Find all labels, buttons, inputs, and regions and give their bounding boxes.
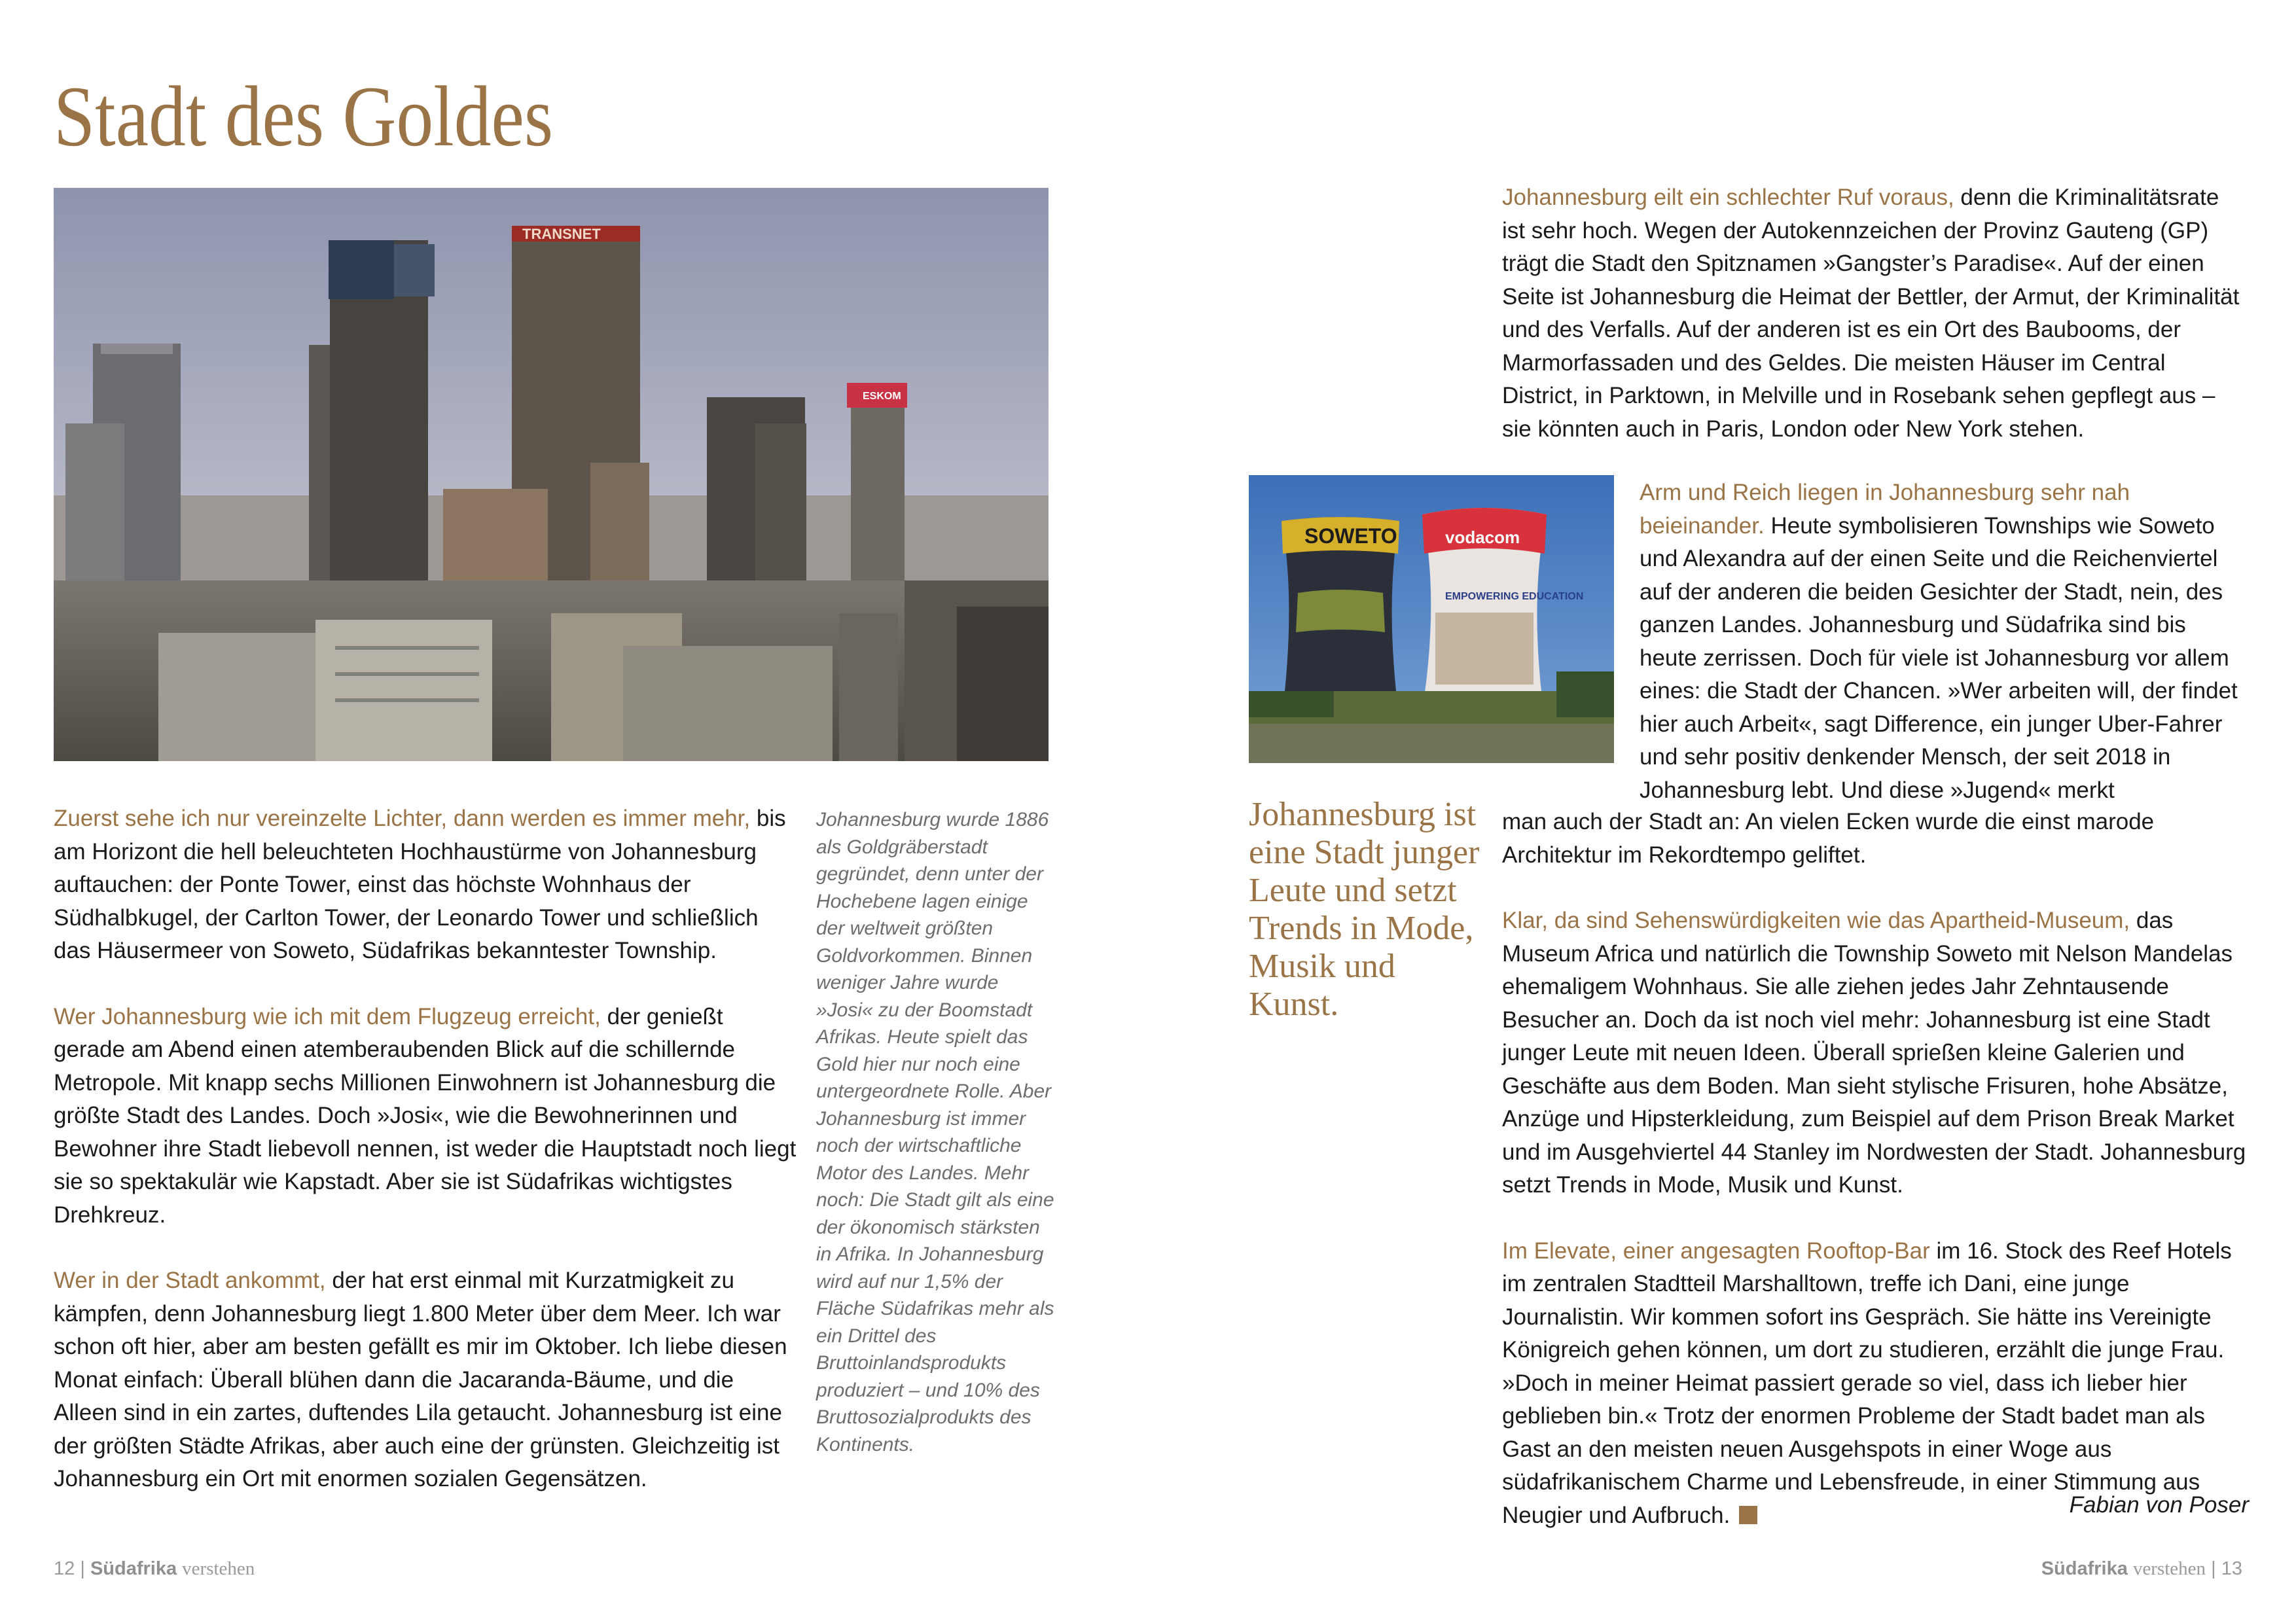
footer-section: verstehen: [2132, 1558, 2206, 1579]
paragraph-lead: Zuerst sehe ich nur vereinzelte Lichter, dann werden es immer mehr,: [54, 806, 751, 831]
right-article-column: [1502, 806, 2248, 1532]
paragraph-text: der genießt gerade am Abend einen atemberaubenden Blick auf die schillernde Metropole. Mit knapp sechs Millionen Einwohnern ist Johannesburg die größte Stadt des Landes. Doch »Josi«, wie die Bewohnerinnen und Bewohner ihre Stadt liebevoll nennen, ist weder die Hauptstadt noch liegt sie so spektakulär wie Kapstadt. Aber sie ist Südafrikas wichtigstes Drehkreuz.: [54, 1003, 797, 1228]
footer-right: [2041, 1558, 2242, 1580]
footer-left: [54, 1558, 255, 1580]
paragraph-lead: Arm und Reich liegen in Johannesburg sehr nah beieinander.: [1640, 480, 2130, 539]
page-number-right: 13: [2221, 1558, 2242, 1579]
footer-separator: |: [80, 1558, 85, 1579]
paragraph-text: der hat erst einmal mit Kurzatmigkeit zu kämpfen, denn Johannesburg liegt 1.800 Meter über dem Meer. Ich war schon oft hier, aber am besten gefällt es mir im Oktober. Ich liebe diesen Monat einfach: Überall blühen dann die Jacaranda-Bäume, und die Alleen sind in ein zartes, duftendes Lila getaucht. Johannesburg ist eine der größten Städte Afrikas, aber auch eine der grünsten. Gleichzeitig ist Johannesburg ein Ort mit enormen sozialen Gegensätzen.: [54, 1268, 787, 1491]
right-paragraph-2: [1640, 476, 2248, 807]
pull-quote: Johannesburg ist eine Stadt junger Leute und setzt Trends in Mode, Musik und Kunst.: [1249, 796, 1480, 1023]
soweto-sign: SOWETO: [1304, 524, 1397, 548]
end-mark-icon: [1739, 1506, 1757, 1524]
paragraph: [54, 1001, 797, 1232]
cooling-towers-photo: [1249, 475, 1614, 763]
transnet-sign: TRANSNET: [522, 226, 601, 242]
paragraph-lead: Wer in der Stadt ankommt,: [54, 1268, 326, 1293]
paragraph: [1502, 806, 2248, 872]
right-paragraph-1: [1502, 181, 2245, 446]
soweto-towers-image: [1249, 475, 1614, 763]
footer-section: verstehen: [182, 1558, 255, 1579]
footer-separator: |: [2211, 1558, 2216, 1579]
skyline-photo: [54, 188, 1049, 761]
side-note: Johannesburg wurde 1886 als Goldgräberstadt gegründet, denn unter der Hochebene lagen einige der weltweit größten Goldvorkommen. Binnen weniger Jahre wurde »Josi« zu der Boomstadt Afrikas. Heute spielt das Gold hier nur noch eine untergeordnete Rolle. Aber Johannesburg ist immer noch der wirtschaftliche Motor des Landes. Mehr noch: Die Stadt gilt als eine der ökonomisch stärksten in Afrika. In Johannesburg wird auf nur 1,5% der Fläche Südafrikas mehr als ein Drittel des Bruttoinlandsprodukts produziert – und 10% des Bruttosozialprodukts des Kontinents.: [816, 809, 1054, 1455]
eskom-sign: ESKOM: [863, 391, 901, 402]
paragraph-lead: Johannesburg eilt ein schlechter Ruf voraus,: [1502, 185, 1954, 210]
left-article-column: [54, 802, 797, 1529]
footer-brand: Südafrika: [90, 1558, 177, 1579]
paragraph-text: das Museum Africa und natürlich die Township Soweto mit Nelson Mandelas ehemaligem Wohnhaus. Sie alle ziehen jedes Jahr Zehntausende Besucher an. Doch da ist noch viel mehr: Johannesburg ist eine Stadt junger Leute mit neuen Ideen. Überall sprießen kleine Galerien und Geschäfte aus dem Boden. Man sieht stylische Frisuren, hohe Absätze, Anzüge und Hipsterkleidung, zum Beispiel auf dem Prison Break Market und im Ausgehviertel 44 Stanley im Nordwesten der Stadt. Johannesburg setzt Trends in Mode, Musik und Kunst.: [1502, 908, 2246, 1198]
footer-brand: Südafrika: [2041, 1558, 2128, 1579]
paragraph-text: man auch der Stadt an: An vielen Ecken wurde die einst marode Architektur im Rekordtempo geliftet.: [1502, 809, 2155, 868]
johannesburg-skyline-image: [54, 188, 1049, 761]
paragraph-lead: Im Elevate, einer angesagten Rooftop-Bar: [1502, 1238, 1930, 1264]
paragraph-text: Heute symbolisieren Townships wie Soweto und Alexandra auf der einen Seite und die Reichenviertel auf der anderen die beiden Gesichter der Stadt, nein, des ganzen Landes. Johannesburg und Südafrika sind bis heute zerrissen. Doch für viele ist Johannesburg vor allem eines: die Stadt der Chancen. »Wer arbeiten will, der findet hier auch Arbeit«, sagt Difference, ein junger Uber-Fahrer und sehr positiv denkender Mensch, der seit 2018 in Johannesburg lebt. Und diese »Jugend« merkt: [1640, 512, 2238, 803]
empowering-education-sign: EMPOWERING EDUCATION: [1445, 591, 1584, 602]
paragraph-lead: Klar, da sind Sehenswürdigkeiten wie das Apartheid-Museum,: [1502, 908, 2130, 933]
page-number-left: 12: [54, 1558, 75, 1579]
author-byline: Fabian von Poser: [2069, 1492, 2249, 1518]
paragraph: [1502, 904, 2248, 1202]
paragraph: [54, 1264, 797, 1496]
vodacom-sign: vodacom: [1445, 527, 1520, 547]
paragraph-lead: Wer Johannesburg wie ich mit dem Flugzeug erreicht,: [54, 1003, 601, 1029]
paragraph: [1502, 1235, 2248, 1533]
paragraph-text: bis am Horizont die hell beleuchteten Hochhaustürme von Johannesburg auftauchen: der Ponte Tower, einst das höchste Wohnhaus der Südhalbkugel, der Carlton Tower, der Leonardo Tower und schließlich das Häusermeer von Soweto, Südafrikas bekanntester Township.: [54, 806, 786, 963]
paragraph-text: denn die Kriminalitätsrate ist sehr hoch. Wegen der Autokennzeichen der Provinz Gauteng (GP) trägt die Stadt den Spitznamen »Gangster’s Paradise«. Auf der einen Seite ist Johannesburg die Heimat der Bettler, der Armut, der Kriminalität und des Verfalls. Auf der anderen ist es ein Ort des Baubooms, der Marmorfassaden und des Geldes. Die meisten Häuser im Central District, in Parktown, in Melville und in Rosebank sehen gepflegt aus – sie könnten auch in Paris, London oder New York stehen.: [1502, 185, 2240, 442]
page-title: Stadt des Goldes: [54, 68, 554, 164]
paragraph: [54, 802, 797, 968]
paragraph-text: im 16. Stock des Reef Hotels im zentralen Stadtteil Marshalltown, treffe ich Dani, eine junge Journalistin. Wir kommen sofort ins Gespräch. Sie hätte ins Vereinigte Königreich gehen können, um dort zu studieren, erzählt die junge Frau. »Doch in meiner Heimat passiert gerade so viel, dass ich lieber hier geblieben bin.« Trotz der enormen Probleme der Stadt badet man als Gast an den meisten neuen Ausgehspots in einer Woge aus südafrikanischem Charme und Lebensfreude, in einer Stimmung aus Neugier und Aufbruch.: [1502, 1238, 2232, 1528]
